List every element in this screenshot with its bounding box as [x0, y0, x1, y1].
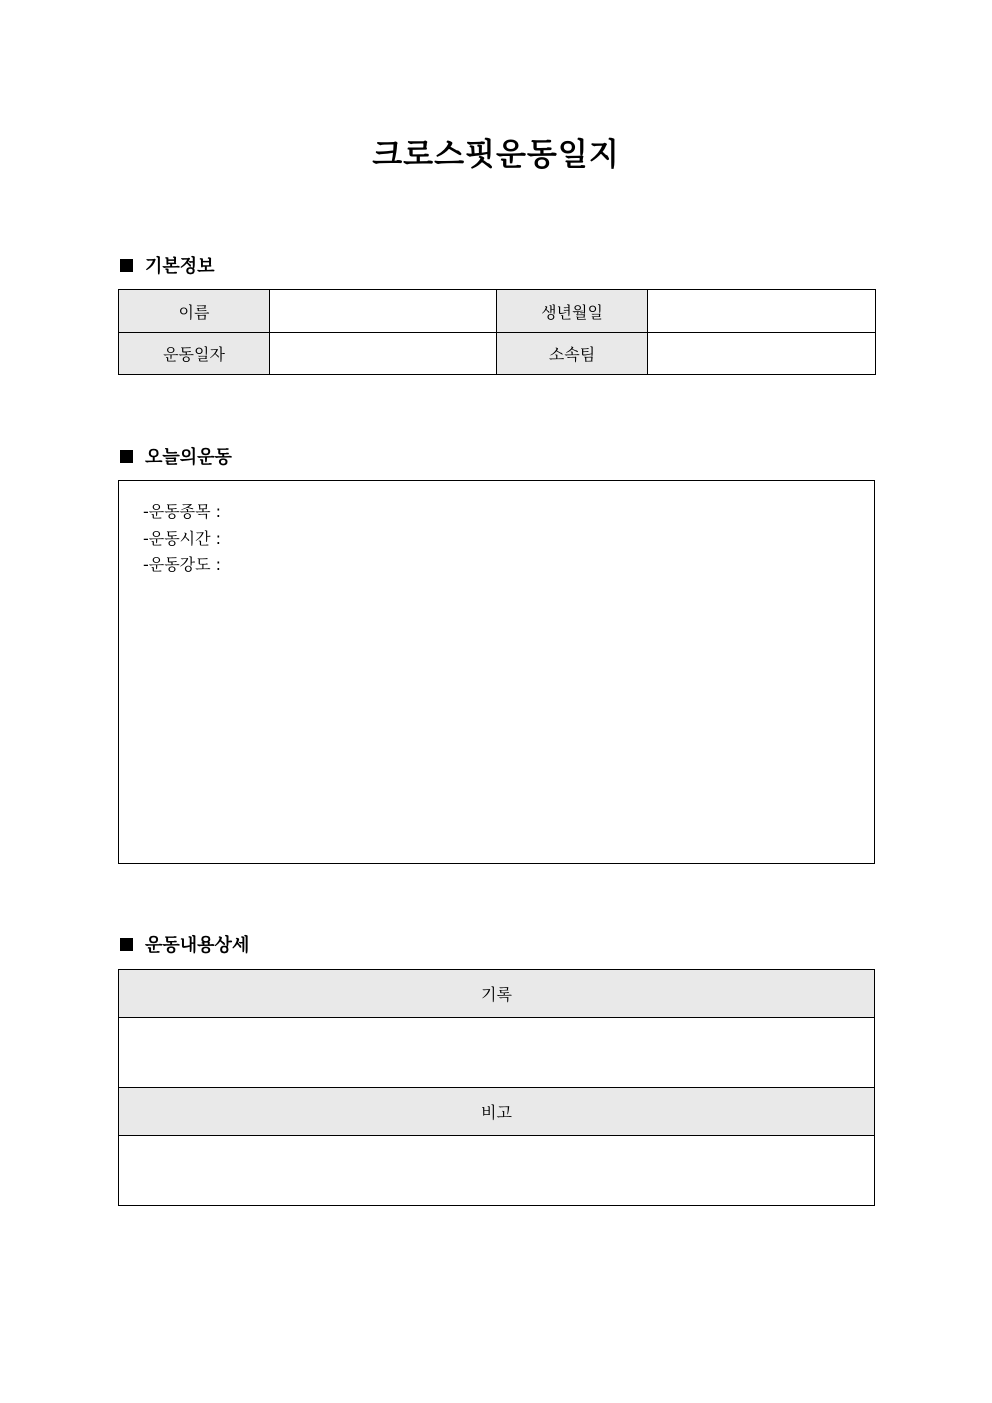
section-heading-label: 기본정보	[145, 256, 215, 277]
exercise-type-line: -운동종목 :	[143, 502, 222, 521]
name-field[interactable]	[270, 290, 497, 333]
section-heading-label: 오늘의운동	[145, 447, 232, 468]
section-heading-today-exercise	[119, 444, 232, 468]
section-heading-label: 운동내용상세	[145, 935, 250, 956]
table-row	[119, 290, 876, 333]
basic-info-table	[118, 289, 876, 375]
birthdate-label: 생년월일	[497, 290, 648, 333]
note-field[interactable]	[119, 1136, 875, 1206]
today-exercise-box[interactable]	[118, 480, 875, 864]
team-label: 소속팀	[497, 333, 648, 375]
black-square-icon	[120, 259, 133, 272]
table-row	[119, 1018, 875, 1088]
document-title: 크로스핏운동일지	[372, 137, 620, 173]
exercise-time-line: -운동시간 :	[143, 529, 222, 548]
table-row	[119, 1088, 875, 1136]
table-row	[119, 970, 875, 1018]
exercise-intensity-line: -운동강도 :	[143, 555, 222, 574]
table-row	[119, 333, 876, 375]
exercise-detail-table	[118, 969, 875, 1206]
birthdate-field[interactable]	[648, 290, 876, 333]
record-field[interactable]	[119, 1018, 875, 1088]
section-heading-exercise-detail	[119, 932, 249, 956]
exercise-date-field[interactable]	[270, 333, 497, 375]
section-heading-basic-info	[119, 253, 215, 277]
name-label: 이름	[119, 290, 270, 333]
exercise-date-label: 운동일자	[119, 333, 270, 375]
black-square-icon	[120, 938, 133, 951]
black-square-icon	[120, 450, 133, 463]
team-field[interactable]	[648, 333, 876, 375]
table-row	[119, 1136, 875, 1206]
record-label: 기록	[119, 970, 875, 1018]
note-label: 비고	[119, 1088, 875, 1136]
